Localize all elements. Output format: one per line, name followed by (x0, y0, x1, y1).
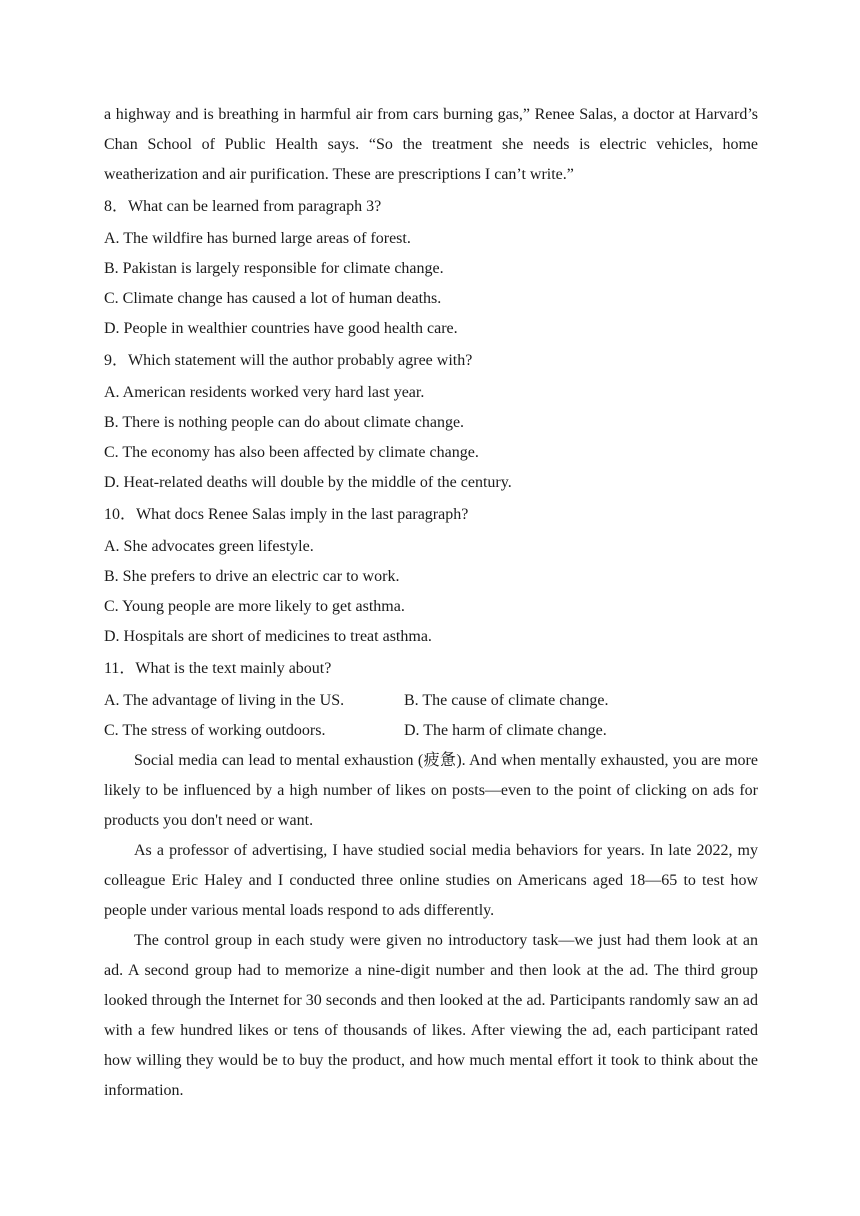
question-11 (104, 654, 758, 746)
document-page (104, 100, 758, 1106)
option-c: C. The economy has also been affected by climate change. (104, 444, 479, 461)
question-9 (104, 346, 758, 498)
opening-paragraph: a highway and is breathing in harmful air from cars burning gas,” Renee Salas, a doctor at Harvard’s Chan School of Public Health says. “So the treatment she needs is electric vehicles, home weatherization and air purification. These are prescriptions I can’t write.” (104, 106, 758, 183)
option-c: C. Young people are more likely to get asthma. (104, 598, 405, 615)
option-b: B. There is nothing people can do about climate change. (104, 414, 465, 431)
option-d: D. Hospitals are short of medicines to treat asthma. (104, 628, 432, 645)
option-b: B. The cause of climate change. (404, 692, 609, 709)
option-d: D. The harm of climate change. (404, 722, 607, 739)
option-b: B. Pakistan is largely responsible for climate change. (104, 260, 444, 277)
passage-paragraph: The control group in each study were given no introductory task—we just had them look at an ad. A second group had to memorize a nine-digit number and then look at the ad. The third group looked through the Internet for 30 seconds and then looked at the ad. Participants randomly saw an ad with a few hundred likes or tens of thousands of likes. After viewing the ad, each participant rated how willing they would be to buy the product, and how much mental effort it took to think about the information. (104, 932, 758, 1099)
option-b: B. She prefers to drive an electric car to work. (104, 568, 400, 585)
question-8 (104, 192, 758, 344)
question-10 (104, 500, 758, 652)
option-row (104, 716, 758, 746)
question-stem: 9．Which statement will the author probably agree with? (104, 352, 473, 369)
option-d: D. Heat-related deaths will double by the middle of the century. (104, 474, 512, 491)
option-a: A. She advocates green lifestyle. (104, 538, 314, 555)
option-a: A. The advantage of living in the US. (104, 692, 345, 709)
option-row (104, 686, 758, 716)
option-c: C. The stress of working outdoors. (104, 722, 326, 739)
passage-paragraph: As a professor of advertising, I have studied social media behaviors for years. In late 2022, my colleague Eric Haley and I conducted three online studies on Americans aged 18—65 to test how people under various mental loads respond to ads differently. (104, 842, 758, 919)
option-d: D. People in wealthier countries have good health care. (104, 320, 458, 337)
option-a: A. American residents worked very hard last year. (104, 384, 425, 401)
question-stem: 10．What docs Renee Salas imply in the last paragraph? (104, 506, 469, 523)
passage-paragraph: Social media can lead to mental exhaustion (疲惫). And when mentally exhausted, you are more likely to be influenced by a high number of likes on posts—even to the point of clicking on ads for products you don't need or want. (104, 752, 758, 829)
question-stem: 11．What is the text mainly about? (104, 660, 332, 677)
question-stem: 8．What can be learned from paragraph 3? (104, 198, 382, 215)
option-a: A. The wildfire has burned large areas of forest. (104, 230, 411, 247)
option-c: C. Climate change has caused a lot of human deaths. (104, 290, 442, 307)
